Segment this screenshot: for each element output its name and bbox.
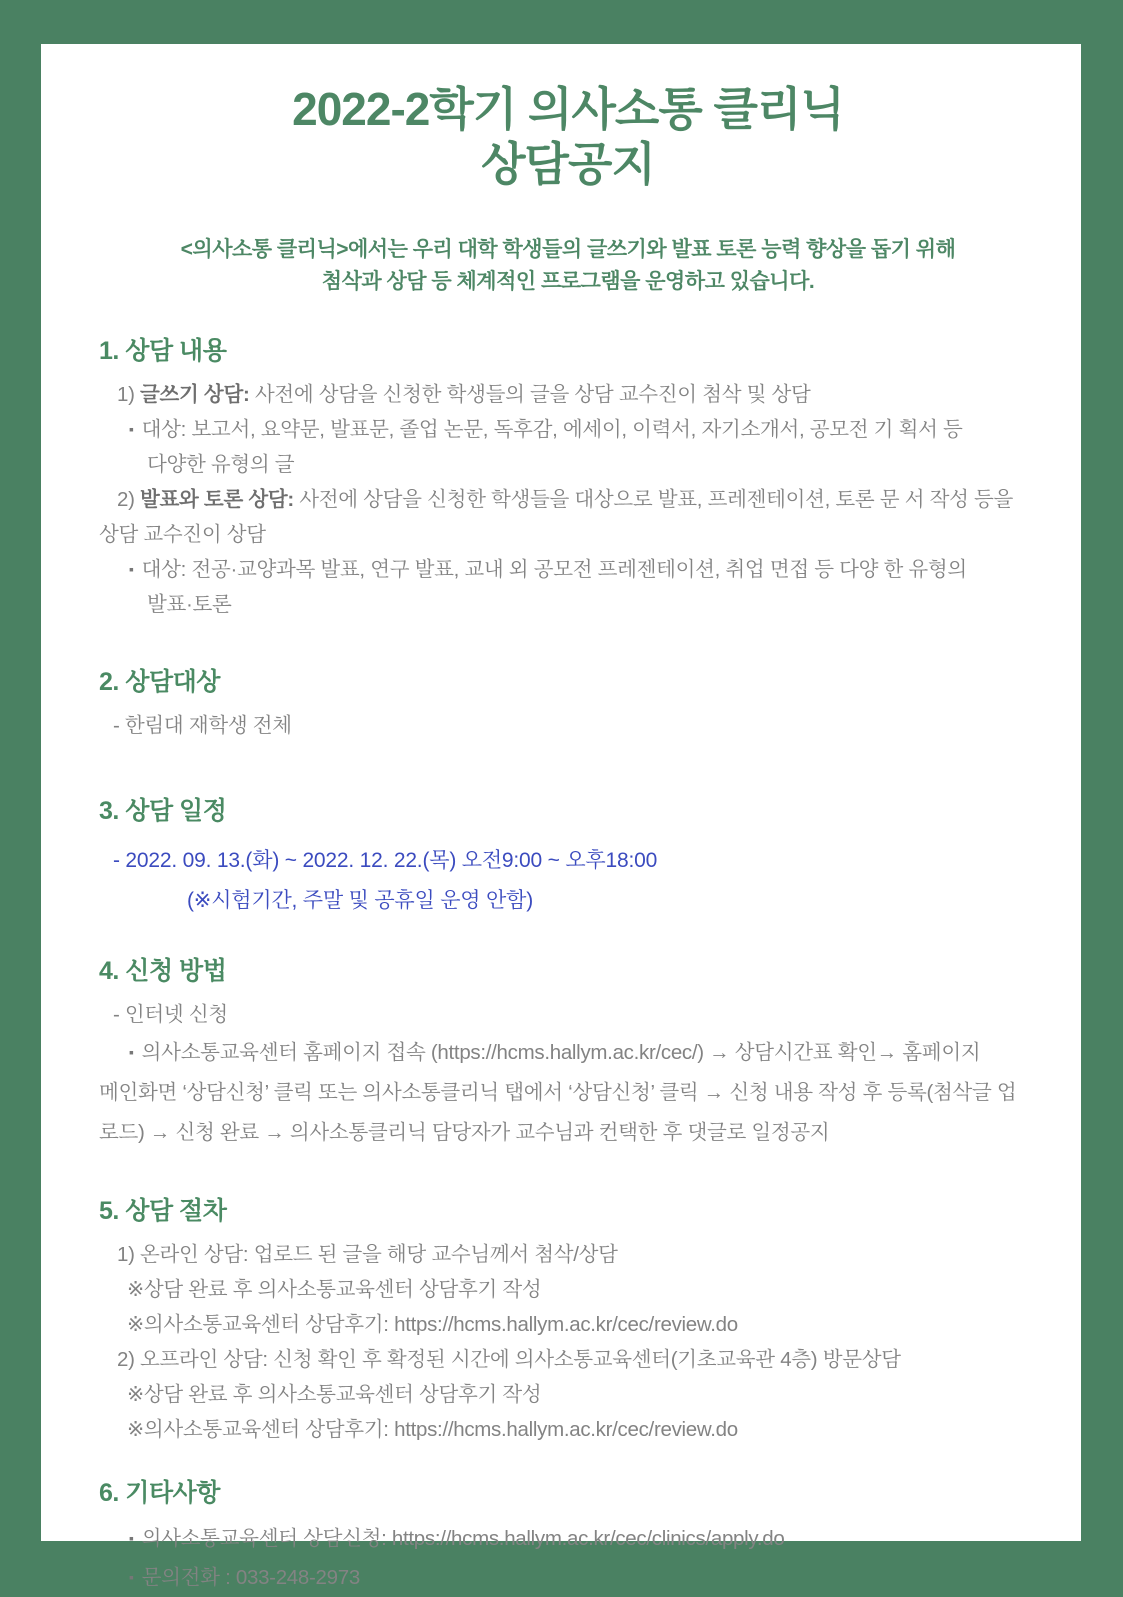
section3-heading: 3. 상담 일정 [99, 797, 227, 826]
section1-item2-cont: 상담 교수진이 상담 [99, 523, 266, 547]
page-title [99, 82, 1037, 192]
section-counsel-process [99, 1191, 1037, 1447]
intro-text [99, 234, 1037, 297]
square-bullet-icon: ▪ [129, 561, 134, 578]
section1-item1-target [99, 412, 1037, 447]
square-bullet-icon: ▪ [129, 1530, 134, 1547]
process-online-note2: ※의사소통교육센터 상담후기: https://hcms.hallym.ac.kr/cec/review.do [127, 1313, 738, 1337]
section4-heading: 4. 신청 방법 [99, 957, 227, 986]
apply-method-line: - 인터넷 신청 [113, 1003, 228, 1027]
item1-label: 글쓰기 상담: [140, 383, 250, 407]
section-counsel-schedule [99, 791, 1037, 921]
square-bullet-icon: ▪ [129, 1569, 134, 1586]
process-offline-note1: ※상담 완료 후 의사소통교육센터 상담후기 작성 [127, 1383, 542, 1407]
section1-item1-target-cont: 다양한 유형의 글 [147, 453, 295, 477]
apply-steps-text1: 의사소통교육센터 홈페이지 접속 (https://hcms.hallym.ac.kr/cec/) → 상담시간표 확인→ 홈페이지 [141, 1041, 981, 1065]
intro-line1: <의사소통 클리닉>에서는 우리 대학 학생들의 글쓰기와 발표 토론 능력 향상을 돕기 위해 [180, 238, 956, 262]
etc-phone [99, 1558, 1037, 1597]
notice-content [41, 44, 1081, 1597]
section-counsel-target [99, 662, 1037, 743]
apply-steps-line3: 로드) → 신청 완료 → 의사소통클리닉 담당자가 교수님과 컨택한 후 댓글로 일정공지 [99, 1121, 830, 1145]
process-online-note1: ※상담 완료 후 의사소통교육센터 상담후기 작성 [127, 1278, 542, 1302]
item2-label: 발표와 토론 상담: [140, 488, 294, 512]
etc-phone-text: 문의전화 : 033-248-2973 [141, 1566, 360, 1590]
etc-apply-url [99, 1519, 1037, 1558]
process-online: 1) 온라인 상담: 업로드 된 글을 해당 교수님께서 첨삭/상담 [117, 1243, 618, 1267]
schedule-period: - 2022. 09. 13.(화) ~ 2022. 12. 22.(목) 오전9:00 ~ 오후18:00 [113, 849, 658, 873]
section-apply-method [99, 951, 1037, 1153]
square-bullet-icon: ▪ [129, 421, 134, 438]
section1-item2-target [99, 552, 1037, 587]
section2-line: - 한림대 재학생 전체 [113, 714, 292, 738]
section1-item1 [99, 377, 1037, 412]
item2-number: 2) [117, 488, 141, 512]
apply-steps-line2: 메인화면 ‘상담신청’ 클릭 또는 의사소통클리닉 탭에서 ‘상담신청’ 클릭 → 신청 내용 작성 후 등록(첨삭글 업 [99, 1081, 1017, 1105]
square-bullet-icon: ▪ [129, 1044, 134, 1061]
section1-heading: 1. 상담 내용 [99, 337, 227, 366]
section6-heading: 6. 기타사항 [99, 1479, 220, 1508]
page-title-line2: 상담공지 [481, 138, 655, 191]
section2-heading: 2. 상담대상 [99, 668, 220, 697]
item1-target-text: 대상: 보고서, 요약문, 발표문, 졸업 논문, 독후감, 에세이, 이력서, 자기소개서, 공모전 기 획서 등 [141, 418, 963, 442]
section-etc [99, 1473, 1037, 1597]
process-offline-note2: ※의사소통교육센터 상담후기: https://hcms.hallym.ac.kr/cec/review.do [127, 1418, 738, 1442]
schedule-note: (※시험기간, 주말 및 공휴일 운영 안함) [187, 889, 533, 913]
notice-card [41, 44, 1081, 1590]
section5-heading: 5. 상담 절차 [99, 1197, 227, 1226]
intro-line2: 첨삭과 상담 등 체계적인 프로그램을 운영하고 있습니다. [321, 269, 815, 293]
etc-apply-url-text: 의사소통교육센터 상담신청: https://hcms.hallym.ac.kr/cec/clinics/apply.do [141, 1527, 785, 1551]
page-title-line1: 2022-2학기 의사소통 클리닉 [292, 83, 844, 135]
apply-steps-line1 [99, 1032, 1037, 1073]
process-offline: 2) 오프라인 상담: 신청 확인 후 확정된 시간에 의사소통교육센터(기초교육관 4층) 방문상담 [117, 1348, 901, 1372]
item1-text: 사전에 상담을 신청한 학생들의 글을 상담 교수진이 첨삭 및 상담 [249, 383, 811, 407]
item1-number: 1) [117, 383, 141, 407]
section1-item2 [99, 482, 1037, 517]
section-counsel-content [99, 331, 1037, 622]
item2-text: 사전에 상담을 신청한 학생들을 대상으로 발표, 프레젠테이션, 토론 문 서 작성 등을 [293, 488, 1014, 512]
section1-item2-target-cont: 발표·토론 [147, 593, 232, 617]
item2-target-text: 대상: 전공·교양과목 발표, 연구 발표, 교내 외 공모전 프레젠테이션, 취업 면접 등 다양 한 유형의 [141, 558, 967, 582]
